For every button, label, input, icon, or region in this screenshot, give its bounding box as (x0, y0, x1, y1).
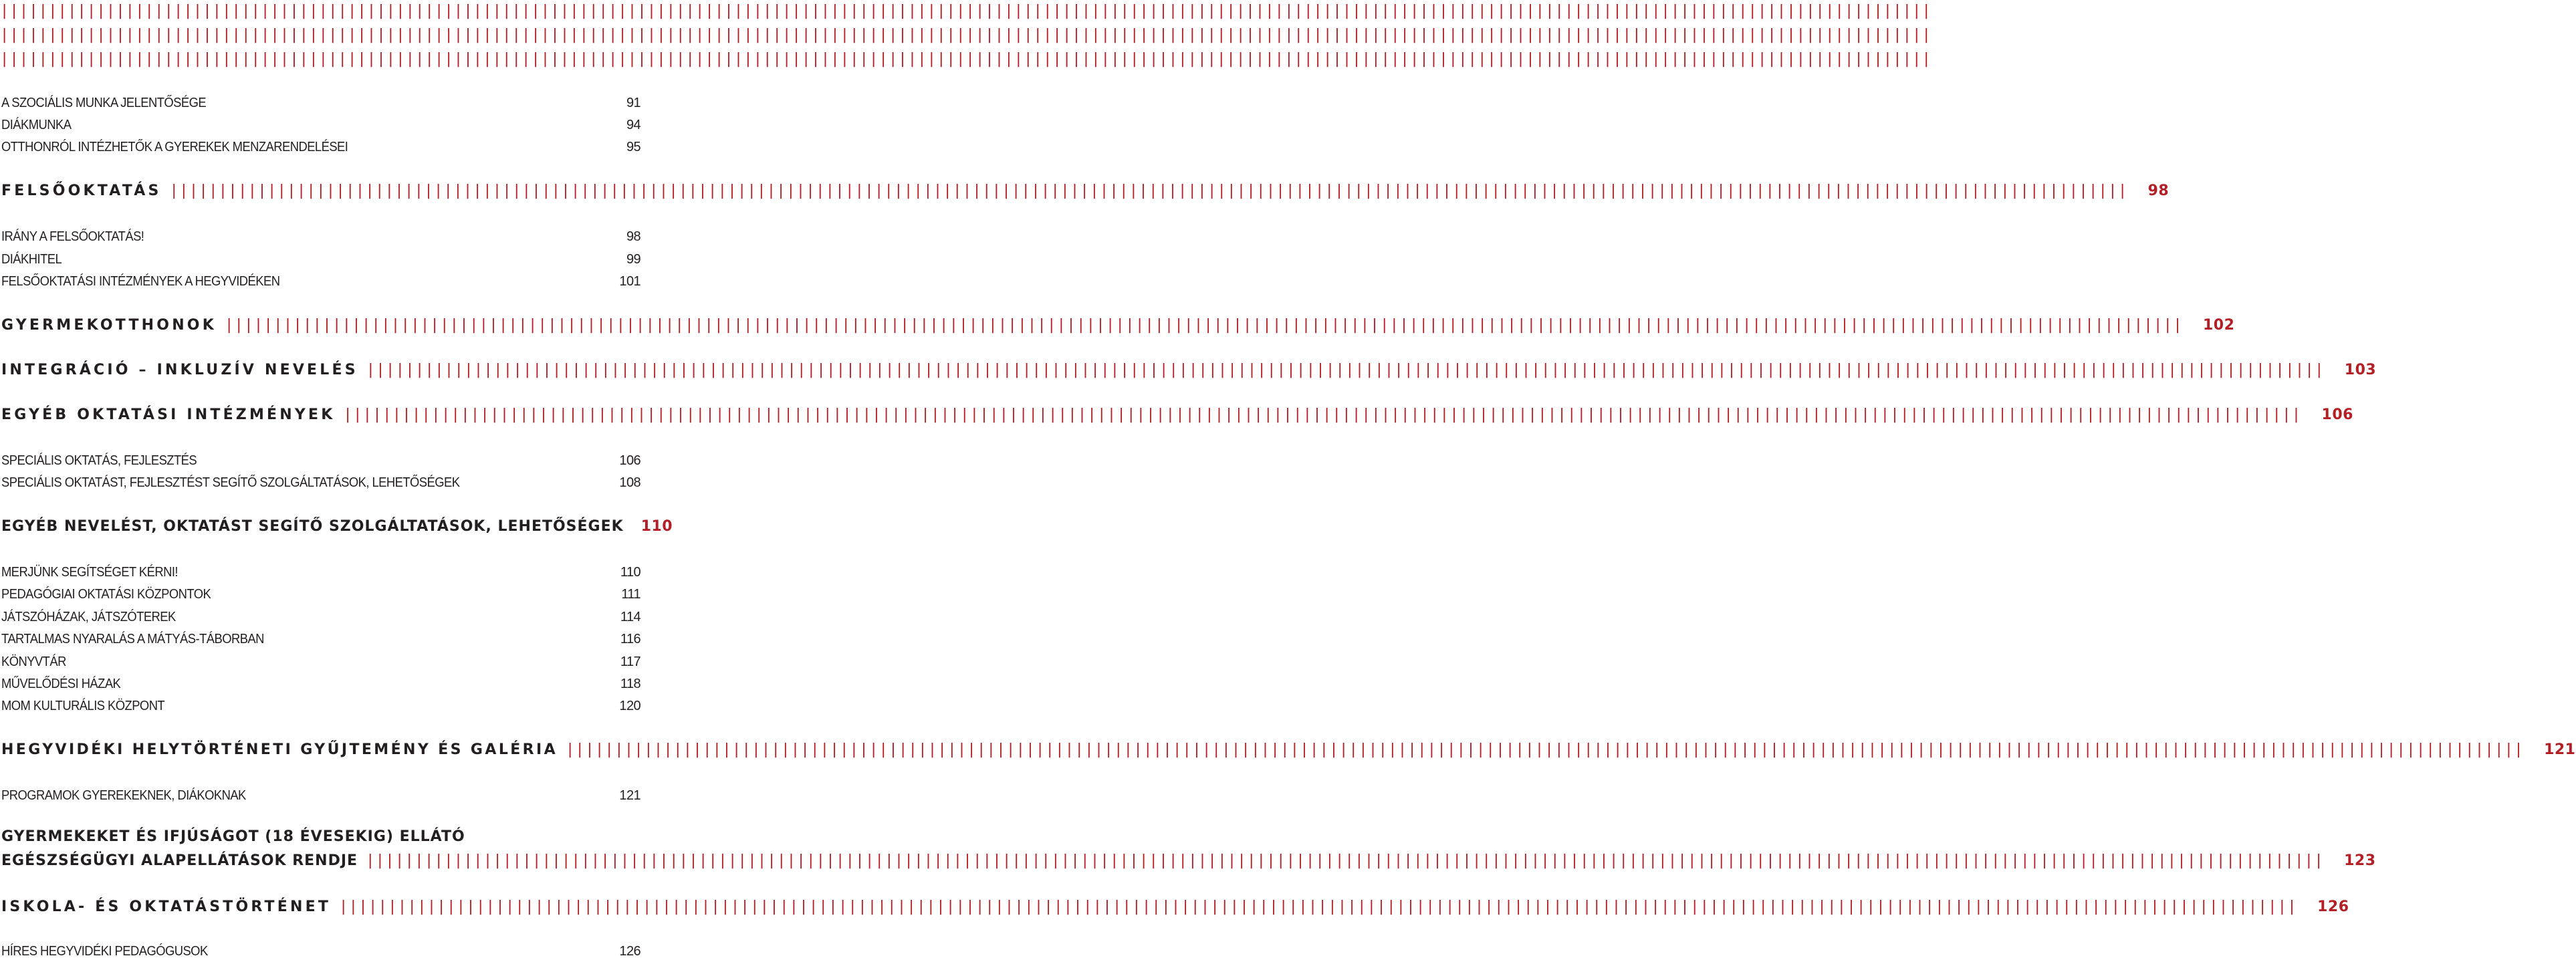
toc-entry-title: IRÁNY A FELSŐOKTATÁS! (1, 229, 144, 244)
toc-entry-page: 116 (620, 632, 640, 646)
section-title-line1: GYERMEKEKET ÉS IFJÚSÁGOT (18 ÉVESEKIG) ELLÁTÓ (1, 828, 465, 845)
section-page: 126 (2317, 898, 2349, 915)
toc-entry[interactable] (1, 564, 640, 581)
toc-entry[interactable] (1, 943, 640, 960)
toc-entry-title: DIÁKMUNKA (1, 118, 72, 132)
section-title: EGYÉB OKTATÁSI INTÉZMÉNYEK (1, 406, 336, 423)
section-leader-bars: |||||||||||||||||||||||||||||||||||||||||||||||||||||||||||||||||||||||||||||||||||||||||||||||||||||||||||||||||||||||||||||||||||||||||||||||||||||||||||||||||||||||||||||||||||||||||||||||||||||||| (343, 406, 2302, 423)
section-page: 103 (2344, 362, 2377, 378)
toc-section-heading[interactable] (1, 825, 2376, 873)
toc-entry-title: OTTHONRÓL INTÉZHETŐK A GYEREKEK MENZARENDELÉSEI (1, 140, 348, 154)
toc-entry-title: FELSŐOKTATÁSI INTÉZMÉNYEK A HEGYVIDÉKEN (1, 274, 280, 289)
toc-entry-title: SPECIÁLIS OKTATÁS, FEJLESZTÉS (1, 453, 197, 468)
toc-section-heading[interactable] (1, 517, 673, 537)
toc-entry[interactable] (1, 608, 640, 626)
section-title: INTEGRÁCIÓ – INKLUZÍV NEVELÉS (1, 362, 358, 378)
toc-entry[interactable] (1, 251, 640, 268)
toc-section-heading[interactable] (1, 405, 2353, 425)
toc-section-heading[interactable] (1, 316, 2235, 336)
toc-entry-page: 110 (620, 565, 640, 580)
toc-entry[interactable] (1, 630, 640, 648)
toc-entry[interactable] (1, 452, 640, 469)
decorative-bar-row: |||||||||||||||||||||||||||||||||||||||||||||||||||||||||||||||||||||||||||||||||||||||||||||||||||||||||||||||||||||||||||||||||||||||||||||||||||||||||||||||||||||||||||||||||||||||||||||||||||||||| (0, 51, 1932, 68)
toc-section-heading[interactable] (1, 740, 2576, 760)
toc-entry-page: 121 (619, 788, 640, 803)
toc-entry-page: 101 (619, 274, 640, 289)
toc-entry-title: MOM KULTURÁLIS KÖZPONT (1, 699, 165, 713)
toc-entry[interactable] (1, 273, 640, 290)
toc-entry-page: 108 (619, 475, 640, 490)
toc-entry-page: 98 (626, 229, 640, 244)
toc-entry-title: MERJÜNK SEGÍTSÉGET KÉRNI! (1, 565, 178, 580)
section-title: EGYÉB NEVELÉST, OKTATÁST SEGÍTŐ SZOLGÁLTATÁSOK, LEHETŐSÉGEK (1, 518, 624, 535)
toc-entry-title: TARTALMAS NYARALÁS A MÁTYÁS-TÁBORBAN (1, 632, 264, 646)
toc-section-heading[interactable] (1, 360, 2377, 380)
toc-entry-title: A SZOCIÁLIS MUNKA JELENTŐSÉGE (1, 96, 207, 110)
section-page: 98 (2147, 183, 2170, 199)
toc-entry-page: 111 (621, 587, 640, 602)
toc-entry-page: 91 (626, 96, 640, 110)
section-title: GYERMEKOTTHONOK (1, 317, 217, 334)
section-page: 110 (640, 518, 673, 535)
toc-entry[interactable] (1, 586, 640, 603)
toc-entry-page: 118 (620, 677, 640, 691)
toc-entry[interactable] (1, 787, 640, 804)
toc-entry[interactable] (1, 474, 640, 491)
toc-entry[interactable] (1, 116, 640, 134)
section-leader-bars: |||||||||||||||||||||||||||||||||||||||||||||||||||||||||||||||||||||||||||||||||||||||||||||||||||||||||||||||||||||||||||||||||||||||||||||||||||||||||||||||||||||||||||||||||||||||||||||||||||||||| (566, 741, 2525, 758)
toc-entry-title: DIÁKHITEL (1, 252, 62, 267)
toc-entry-page: 120 (619, 699, 640, 713)
toc-entry-title: HÍRES HEGYVIDÉKI PEDAGÓGUSOK (1, 944, 208, 959)
toc-section-heading[interactable] (1, 181, 2170, 201)
toc-entry-title: PEDAGÓGIAI OKTATÁSI KÖZPONTOK (1, 587, 211, 602)
toc-entry-page: 106 (619, 453, 640, 468)
toc-entry[interactable] (1, 94, 640, 112)
toc-section-heading[interactable] (1, 897, 2349, 917)
section-page: 121 (2544, 741, 2576, 758)
toc-entry-title: JÁTSZÓHÁZAK, JÁTSZÓTEREK (1, 610, 176, 624)
toc-entry[interactable] (1, 675, 640, 693)
toc-entry-title: SPECIÁLIS OKTATÁST, FEJLESZTÉST SEGÍTŐ SZOLGÁLTATÁSOK, LEHETŐSÉGEK (1, 475, 460, 490)
toc-entry-title: PROGRAMOK GYEREKEKNEK, DIÁKOKNAK (1, 788, 246, 803)
decorative-bar-row: |||||||||||||||||||||||||||||||||||||||||||||||||||||||||||||||||||||||||||||||||||||||||||||||||||||||||||||||||||||||||||||||||||||||||||||||||||||||||||||||||||||||||||||||||||||||||||||||||||||||| (0, 27, 1932, 43)
toc-entry-page: 117 (620, 654, 640, 669)
section-page: 102 (2202, 317, 2235, 334)
section-leader-bars: |||||||||||||||||||||||||||||||||||||||||||||||||||||||||||||||||||||||||||||||||||||||||||||||||||||||||||||||||||||||||||||||||||||||||||||||||||||||||||||||||||||||||||||||||||||||||||||||||||||||| (224, 317, 2183, 334)
toc-entry[interactable] (1, 697, 640, 715)
toc-entry-page: 99 (626, 252, 640, 267)
toc-entry[interactable] (1, 228, 640, 245)
toc-entry[interactable] (1, 653, 640, 671)
section-title-line2: EGÉSZSÉGÜGYI ALAPELLÁTÁSOK RENDJE (1, 852, 358, 869)
decorative-bar-row: |||||||||||||||||||||||||||||||||||||||||||||||||||||||||||||||||||||||||||||||||||||||||||||||||||||||||||||||||||||||||||||||||||||||||||||||||||||||||||||||||||||||||||||||||||||||||||||||||||||||| (0, 3, 1932, 19)
section-leader-bars: |||||||||||||||||||||||||||||||||||||||||||||||||||||||||||||||||||||||||||||||||||||||||||||||||||||||||||||||||||||||||||||||||||||||||||||||||||||||||||||||||||||||||||||||||||||||||||||||||||||||| (366, 852, 2325, 869)
toc-entry-page: 95 (626, 140, 640, 154)
section-leader-bars: |||||||||||||||||||||||||||||||||||||||||||||||||||||||||||||||||||||||||||||||||||||||||||||||||||||||||||||||||||||||||||||||||||||||||||||||||||||||||||||||||||||||||||||||||||||||||||||||||||||||| (169, 183, 2128, 199)
section-leader-bars: |||||||||||||||||||||||||||||||||||||||||||||||||||||||||||||||||||||||||||||||||||||||||||||||||||||||||||||||||||||||||||||||||||||||||||||||||||||||||||||||||||||||||||||||||||||||||||||||||||||||| (339, 898, 2298, 915)
toc-entry-page: 126 (619, 944, 640, 959)
section-page: 123 (2344, 852, 2376, 869)
section-title: FELSŐOKTATÁS (1, 183, 162, 199)
toc-entry-title: KÖNYVTÁR (1, 654, 66, 669)
toc-entry-page: 94 (626, 118, 640, 132)
toc-entry[interactable] (1, 138, 640, 156)
toc-entry-title: MŰVELŐDÉSI HÁZAK (1, 677, 121, 691)
toc-entry-page: 114 (620, 610, 640, 624)
section-leader-bars: |||||||||||||||||||||||||||||||||||||||||||||||||||||||||||||||||||||||||||||||||||||||||||||||||||||||||||||||||||||||||||||||||||||||||||||||||||||||||||||||||||||||||||||||||||||||||||||||||||||||| (366, 362, 2325, 378)
section-title: HEGYVIDÉKI HELYTÖRTÉNETI GYŰJTEMÉNY ÉS GALÉRIA (1, 741, 558, 758)
section-page: 106 (2321, 406, 2353, 423)
section-title: ISKOLA- ÉS OKTATÁSTÖRTÉNET (1, 898, 332, 915)
